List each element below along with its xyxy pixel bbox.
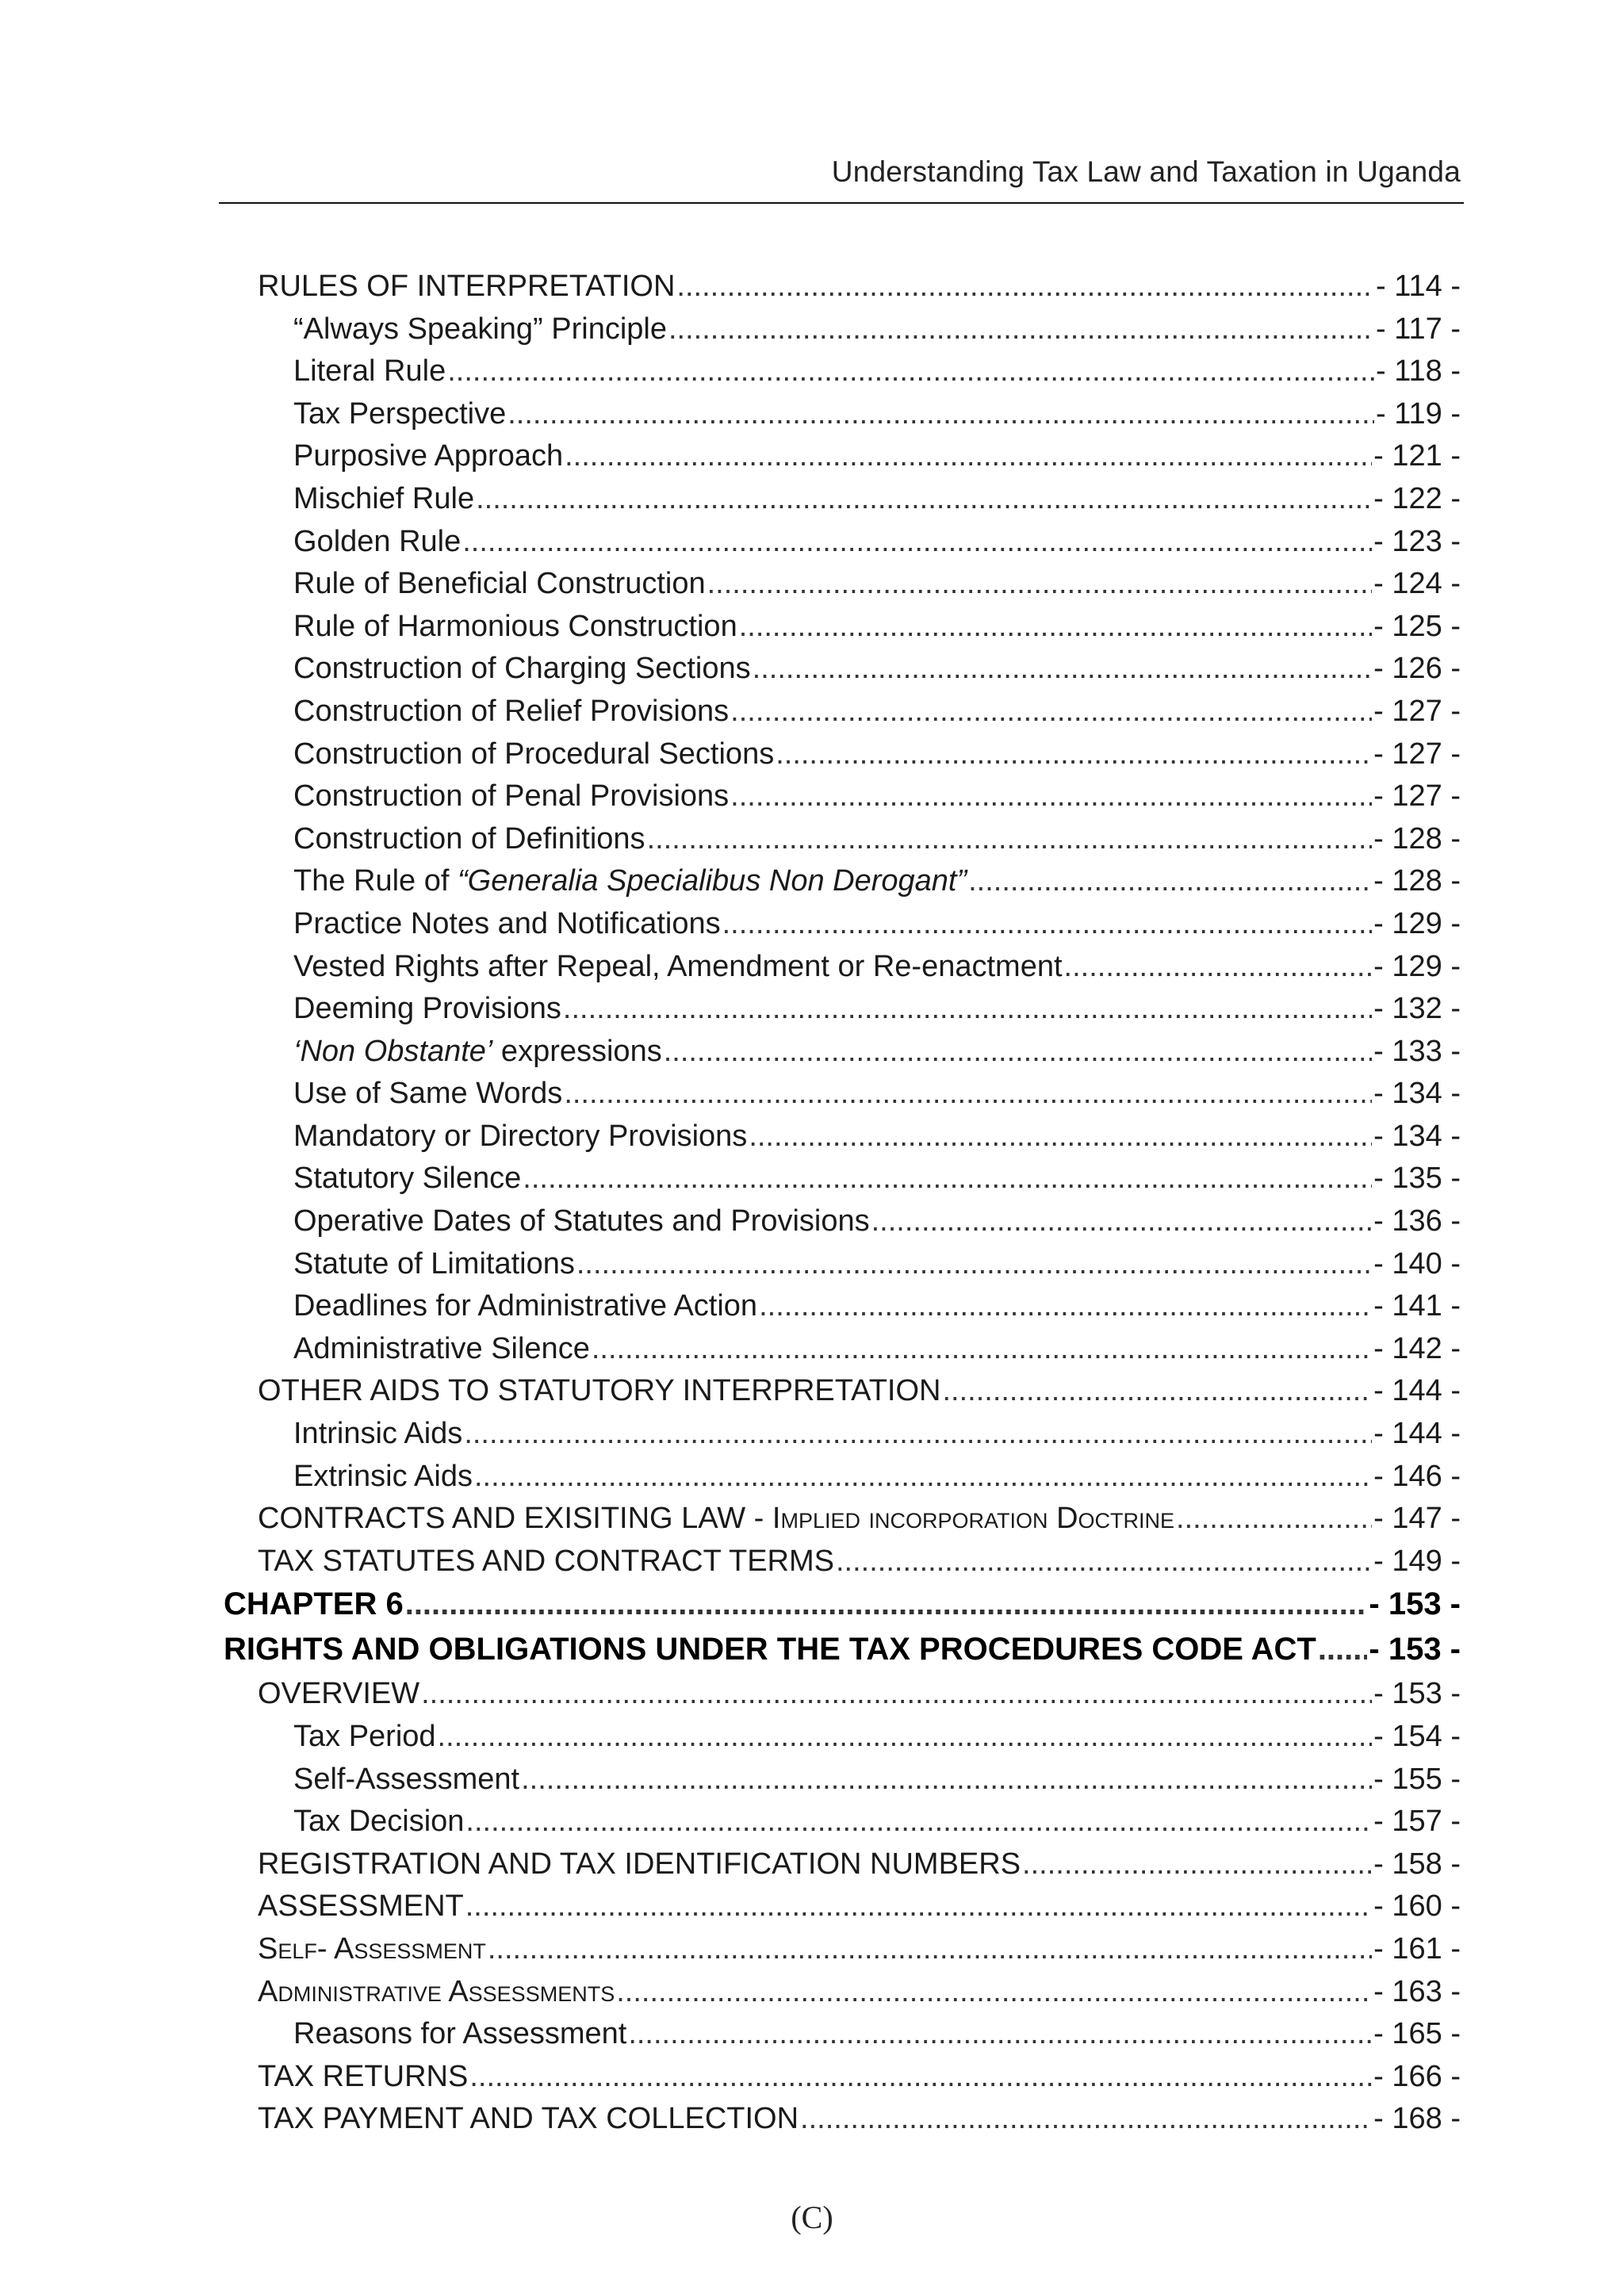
toc-dot-leader — [592, 1332, 1372, 1366]
toc-entry[interactable] — [224, 1677, 1461, 1720]
toc-entry[interactable] — [224, 1805, 1461, 1847]
toc-entry-label: Self- Assessment — [258, 1931, 486, 1966]
toc-entry-label: “Always Speaking” Principle — [293, 312, 667, 346]
toc-entry[interactable] — [224, 907, 1461, 950]
toc-dot-leader — [776, 737, 1372, 771]
toc-entry-page: - 124 - — [1373, 567, 1461, 601]
toc-dot-leader — [447, 354, 1374, 389]
toc-dot-leader — [942, 1374, 1372, 1408]
toc-entry-label: CHAPTER 6 — [224, 1587, 404, 1622]
toc-dot-leader — [474, 1460, 1372, 1494]
toc-entry[interactable] — [224, 525, 1461, 568]
toc-entry-label: ASSESSMENT — [258, 1889, 464, 1924]
toc-entry[interactable] — [224, 354, 1461, 397]
toc-entry-page: - 158 - — [1373, 1847, 1461, 1881]
toc-chapter-entry[interactable] — [224, 1587, 1461, 1632]
toc-entry-label — [258, 1502, 1174, 1536]
toc-entry[interactable] — [224, 1720, 1461, 1763]
toc-entry-page: - 153 - — [1369, 1587, 1461, 1622]
toc-entry-page: - 127 - — [1373, 694, 1461, 728]
toc-entry-label: Purposive Approach — [293, 439, 564, 473]
toc-entry-page: - 123 - — [1373, 524, 1461, 558]
toc-entry-label: REGISTRATION AND TAX IDENTIFICATION NUMBERS — [258, 1847, 1021, 1881]
toc-dot-leader — [730, 779, 1372, 813]
toc-entry[interactable] — [224, 482, 1461, 525]
toc-entry-page: - 165 - — [1373, 2017, 1461, 2051]
toc-entry-label: TAX RETURNS — [258, 2059, 469, 2093]
toc-entry-label-italic: ‘Non Obstante’ — [293, 1034, 493, 1068]
toc-entry-page: - 129 - — [1373, 906, 1461, 940]
toc-entry[interactable] — [224, 1763, 1461, 1805]
toc-dot-leader — [488, 1932, 1372, 1966]
toc-entry-page: - 122 - — [1373, 481, 1461, 515]
toc-entry[interactable] — [224, 822, 1461, 865]
toc-dot-leader — [523, 1162, 1372, 1196]
toc-dot-leader — [616, 1975, 1372, 2009]
table-of-contents — [224, 270, 1461, 2145]
toc-entry-page: - 168 - — [1373, 2102, 1461, 2136]
toc-entry-label: Intrinsic Aids — [293, 1417, 463, 1451]
toc-entry-page: - 140 - — [1373, 1246, 1461, 1280]
toc-dot-leader — [628, 2017, 1372, 2051]
toc-entry-label: RIGHTS AND OBLIGATIONS UNDER THE TAX PROCEDURES CODE ACT — [224, 1632, 1316, 1667]
toc-dot-leader — [1318, 1632, 1368, 1667]
toc-dot-leader — [421, 1677, 1372, 1711]
toc-entry[interactable] — [224, 779, 1461, 822]
toc-dot-leader — [465, 1889, 1372, 1924]
toc-entry[interactable] — [224, 1847, 1461, 1890]
toc-entry-label: Tax Period — [293, 1720, 436, 1753]
toc-entry-label: Self-Assessment — [293, 1762, 520, 1796]
running-header-title: Understanding Tax Law and Taxation in Uganda — [831, 155, 1461, 188]
toc-entry[interactable] — [224, 950, 1461, 993]
toc-entry[interactable] — [224, 652, 1461, 695]
toc-entry-page: - 153 - — [1369, 1632, 1461, 1667]
toc-entry-page: - 166 - — [1373, 2059, 1461, 2093]
page-folio: (C) — [791, 2199, 833, 2235]
toc-dot-leader — [565, 439, 1372, 473]
toc-entry-page: - 147 - — [1373, 1502, 1461, 1536]
toc-entry-label: Statute of Limitations — [293, 1246, 575, 1280]
toc-entry-page: - 142 - — [1373, 1331, 1461, 1365]
toc-entry-page: - 146 - — [1373, 1459, 1461, 1493]
toc-entry[interactable] — [224, 2017, 1461, 2060]
toc-dot-leader — [730, 695, 1372, 729]
toc-entry-label: Tax Perspective — [293, 396, 507, 431]
toc-entry-label: RULES OF INTERPRETATION — [258, 270, 676, 303]
toc-entry[interactable] — [224, 567, 1461, 610]
toc-entry-label: TAX STATUTES AND CONTRACT TERMS — [258, 1544, 834, 1578]
toc-entry-page: - 127 - — [1373, 779, 1461, 813]
toc-entry-page: - 121 - — [1373, 439, 1461, 473]
toc-entry-label: TAX PAYMENT AND TAX COLLECTION — [258, 2102, 799, 2136]
toc-entry-label: Mischief Rule — [293, 481, 475, 515]
toc-entry-page: - 118 - — [1375, 354, 1461, 389]
toc-dot-leader — [521, 1763, 1372, 1797]
toc-entry-page: - 144 - — [1373, 1374, 1461, 1408]
toc-entry-label-suffix: expressions — [492, 1034, 662, 1068]
toc-entry-label: OTHER AIDS TO STATUTORY INTERPRETATION — [258, 1374, 941, 1408]
toc-entry[interactable] — [224, 270, 1461, 312]
toc-entry-page: - 128 - — [1373, 864, 1461, 898]
toc-entry-page: - 163 - — [1373, 1974, 1461, 2008]
toc-entry-label: Mandatory or Directory Provisions — [293, 1119, 748, 1153]
toc-entry-label: Administrative Assessments — [258, 1974, 615, 2008]
toc-entry-label-smallcaps: Implied incorporation Doctrine — [772, 1502, 1175, 1536]
toc-entry-label: Statutory Silence — [293, 1162, 522, 1196]
toc-entry-label: Golden Rule — [293, 524, 462, 558]
toc-dot-leader — [576, 1247, 1372, 1281]
toc-entry-page: - 161 - — [1373, 1931, 1461, 1966]
toc-entry-page: - 125 - — [1373, 609, 1461, 643]
toc-dot-leader — [564, 1077, 1372, 1111]
toc-entry[interactable] — [224, 1035, 1461, 1078]
toc-dot-leader — [968, 864, 1372, 898]
toc-entry-label: Operative Dates of Statutes and Provisions — [293, 1204, 870, 1238]
toc-entry-page: - 136 - — [1373, 1204, 1461, 1238]
toc-entry-label — [293, 1035, 662, 1069]
toc-entry-page: - 160 - — [1373, 1889, 1461, 1924]
toc-dot-leader — [753, 652, 1373, 686]
toc-entry[interactable] — [224, 1162, 1461, 1204]
toc-entry-page: - 157 - — [1373, 1805, 1461, 1839]
toc-dot-leader — [707, 567, 1373, 601]
toc-dot-leader — [469, 2060, 1372, 2094]
toc-entry-label: Reasons for Assessment — [293, 2017, 627, 2051]
toc-dot-leader — [664, 1035, 1372, 1069]
toc-entry-label: Literal Rule — [293, 354, 446, 389]
toc-entry-page: - 135 - — [1373, 1162, 1461, 1196]
toc-entry-page: - 119 - — [1375, 396, 1461, 431]
toc-dot-leader — [1022, 1847, 1372, 1881]
toc-entry-page: - 153 - — [1373, 1677, 1461, 1711]
toc-entry-label: Administrative Silence — [293, 1331, 590, 1365]
toc-entry-label: Construction of Charging Sections — [293, 652, 751, 686]
toc-entry[interactable] — [224, 2102, 1461, 2145]
toc-entry-page: - 155 - — [1373, 1762, 1461, 1796]
toc-entry[interactable] — [224, 992, 1461, 1035]
toc-dot-leader — [668, 312, 1374, 346]
toc-dot-leader — [800, 2102, 1372, 2136]
toc-entry-label: Construction of Penal Provisions — [293, 779, 730, 813]
toc-dot-leader — [476, 482, 1372, 516]
toc-dot-leader — [508, 397, 1374, 431]
toc-entry-label: Construction of Definitions — [293, 821, 645, 856]
toc-entry-label: Rule of Beneficial Construction — [293, 567, 706, 601]
toc-entry-label: Rule of Harmonious Construction — [293, 609, 737, 643]
toc-chapter-entry[interactable] — [224, 1632, 1461, 1677]
toc-entry-page: - 129 - — [1373, 949, 1461, 983]
toc-entry-label: Deadlines for Administrative Action — [293, 1289, 758, 1323]
toc-entry[interactable] — [224, 1460, 1461, 1503]
toc-entry[interactable] — [224, 1247, 1461, 1290]
toc-entry-page: - 127 - — [1373, 737, 1461, 771]
toc-entry[interactable] — [224, 1545, 1461, 1587]
toc-dot-leader — [836, 1545, 1372, 1579]
toc-entry-label: Practice Notes and Notifications — [293, 906, 721, 940]
toc-dot-leader — [1176, 1502, 1372, 1536]
toc-entry-label: Construction of Relief Provisions — [293, 694, 730, 728]
toc-dot-leader — [438, 1720, 1373, 1754]
toc-entry-label: Vested Rights after Repeal, Amendment or Re-enactment — [293, 949, 1063, 983]
header-divider — [219, 202, 1464, 204]
toc-entry[interactable] — [224, 695, 1461, 737]
toc-entry[interactable] — [224, 864, 1461, 907]
toc-entry-label: OVERVIEW — [258, 1677, 420, 1711]
toc-entry[interactable] — [224, 439, 1461, 482]
toc-entry-label: Tax Decision — [293, 1805, 465, 1839]
toc-dot-leader — [464, 1417, 1372, 1451]
toc-entry-page: - 128 - — [1373, 821, 1461, 856]
toc-entry[interactable] — [224, 1374, 1461, 1417]
toc-entry-page: - 114 - — [1375, 270, 1461, 303]
toc-entry-label-prefix: The Rule of — [293, 864, 458, 898]
toc-entry-page: - 117 - — [1375, 312, 1461, 346]
toc-dot-leader — [749, 1120, 1372, 1154]
toc-dot-leader — [462, 525, 1372, 559]
toc-dot-leader — [405, 1587, 1368, 1622]
toc-entry[interactable] — [224, 1204, 1461, 1247]
toc-entry[interactable] — [224, 2060, 1461, 2103]
toc-dot-leader — [1064, 950, 1373, 984]
toc-entry-page: - 134 - — [1373, 1077, 1461, 1111]
toc-entry[interactable] — [224, 1417, 1461, 1460]
toc-dot-leader — [465, 1805, 1372, 1839]
toc-entry-page: - 154 - — [1373, 1720, 1461, 1753]
toc-entry[interactable] — [224, 1332, 1461, 1375]
toc-dot-leader — [722, 907, 1373, 941]
toc-entry-page: - 144 - — [1373, 1417, 1461, 1451]
toc-entry[interactable] — [224, 1932, 1461, 1975]
toc-entry-label-italic: “Generalia Specialibus Non Derogant” — [458, 864, 967, 898]
toc-entry-label: Extrinsic Aids — [293, 1459, 473, 1493]
toc-dot-leader — [647, 822, 1373, 856]
toc-entry-label — [293, 864, 967, 898]
toc-entry[interactable] — [224, 610, 1461, 653]
toc-dot-leader — [739, 610, 1372, 644]
toc-entry-label-prefix: CONTRACTS AND EXISITING LAW - — [258, 1502, 772, 1536]
toc-entry-page: - 149 - — [1373, 1544, 1461, 1578]
toc-entry-page: - 133 - — [1373, 1034, 1461, 1068]
toc-entry-page: - 126 - — [1373, 652, 1461, 686]
toc-entry-page: - 132 - — [1373, 992, 1461, 1026]
toc-entry[interactable] — [224, 1120, 1461, 1162]
toc-entry[interactable] — [224, 737, 1461, 780]
toc-dot-leader — [563, 992, 1372, 1026]
toc-entry[interactable] — [224, 1289, 1461, 1332]
toc-entry-label: Use of Same Words — [293, 1077, 563, 1111]
toc-entry[interactable] — [224, 1502, 1461, 1545]
toc-entry[interactable] — [224, 1077, 1461, 1120]
toc-dot-leader — [759, 1289, 1372, 1323]
toc-dot-leader — [871, 1204, 1373, 1238]
toc-dot-leader — [676, 270, 1374, 304]
toc-entry-page: - 134 - — [1373, 1119, 1461, 1153]
toc-entry[interactable] — [224, 312, 1461, 355]
toc-entry-page: - 141 - — [1373, 1289, 1461, 1323]
toc-entry[interactable] — [224, 397, 1461, 440]
toc-entry[interactable] — [224, 1889, 1461, 1932]
toc-entry[interactable] — [224, 1975, 1461, 2018]
toc-entry-label: Construction of Procedural Sections — [293, 737, 775, 771]
toc-entry-label: Deeming Provisions — [293, 992, 561, 1026]
